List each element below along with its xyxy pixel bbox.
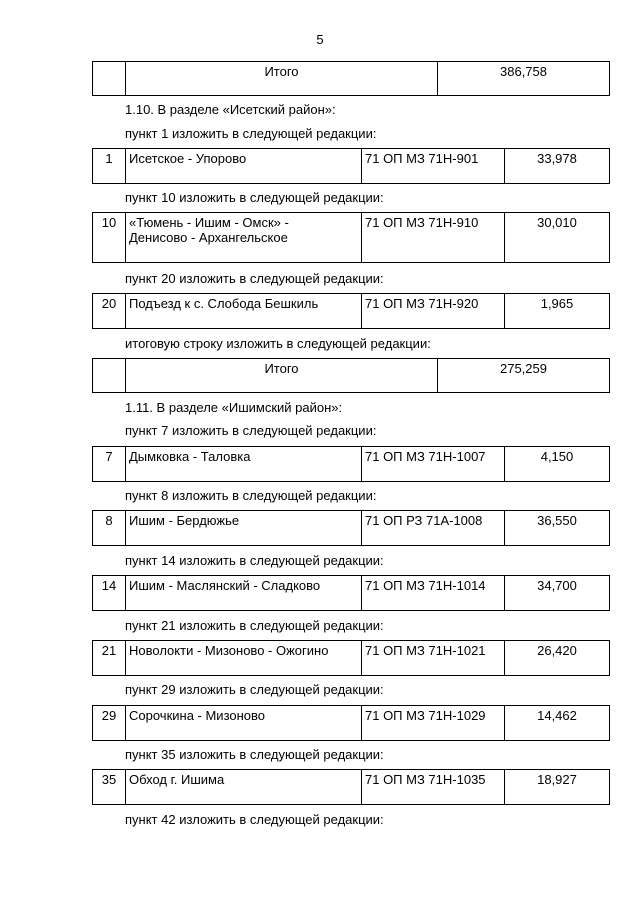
road-code: 71 ОП МЗ 71Н-901	[362, 149, 505, 184]
paragraph: пункт 21 изложить в следующей редакции:	[125, 618, 384, 633]
section-heading: 1.11. В разделе «Ишимский район»:	[125, 400, 343, 415]
road-name: Ишим - Бердюжье	[126, 511, 362, 546]
item-table-21	[92, 640, 610, 676]
road-length: 1,965	[505, 294, 610, 329]
total-table-2	[92, 358, 610, 393]
item-number: 7	[93, 447, 126, 482]
road-length: 18,927	[505, 770, 610, 805]
road-name: Ишим - Маслянский - Сладково	[126, 576, 362, 611]
paragraph: пункт 14 изложить в следующей редакции:	[125, 553, 384, 568]
table-row	[93, 149, 610, 184]
item-number: 20	[93, 294, 126, 329]
item-table-14	[92, 575, 610, 611]
empty-cell	[93, 62, 126, 96]
table-row	[93, 511, 610, 546]
item-table-1	[92, 148, 610, 184]
table-row	[93, 447, 610, 482]
table-row	[93, 576, 610, 611]
total-table-1	[92, 61, 610, 96]
paragraph: пункт 20 изложить в следующей редакции:	[125, 271, 384, 286]
paragraph: пункт 1 изложить в следующей редакции:	[125, 126, 377, 141]
table-row	[93, 213, 610, 263]
item-table-7	[92, 446, 610, 482]
item-number: 21	[93, 641, 126, 676]
total-label: Итого	[126, 359, 438, 393]
road-code: 71 ОП МЗ 71Н-910	[362, 213, 505, 263]
road-length: 36,550	[505, 511, 610, 546]
road-name: Сорочкина - Мизоново	[126, 706, 362, 741]
item-number: 10	[93, 213, 126, 263]
road-code: 71 ОП МЗ 71Н-1021	[362, 641, 505, 676]
item-number: 29	[93, 706, 126, 741]
table-row	[93, 706, 610, 741]
road-code: 71 ОП МЗ 71Н-1014	[362, 576, 505, 611]
paragraph: пункт 42 изложить в следующей редакции:	[125, 812, 384, 827]
item-table-35	[92, 769, 610, 805]
road-length: 4,150	[505, 447, 610, 482]
road-length: 26,420	[505, 641, 610, 676]
road-name: Подъезд к с. Слобода Бешкиль	[126, 294, 362, 329]
total-value: 386,758	[438, 62, 610, 96]
page-number: 5	[316, 32, 324, 47]
table-row	[93, 641, 610, 676]
road-name: Исетское - Упорово	[126, 149, 362, 184]
total-label: Итого	[126, 62, 438, 96]
item-number: 1	[93, 149, 126, 184]
road-code: 71 ОП РЗ 71А-1008	[362, 511, 505, 546]
item-table-29	[92, 705, 610, 741]
item-table-8	[92, 510, 610, 546]
road-name-line: Денисово - Архангельское	[129, 230, 288, 245]
paragraph: пункт 10 изложить в следующей редакции:	[125, 190, 384, 205]
road-name: Обход г. Ишима	[126, 770, 362, 805]
paragraph: итоговую строку изложить в следующей редакции:	[125, 336, 431, 351]
section-heading: 1.10. В разделе «Исетский район»:	[125, 102, 336, 117]
road-code: 71 ОП МЗ 71Н-1007	[362, 447, 505, 482]
item-number: 14	[93, 576, 126, 611]
road-length: 34,700	[505, 576, 610, 611]
table-row	[93, 359, 610, 393]
item-table-20	[92, 293, 610, 329]
road-length: 14,462	[505, 706, 610, 741]
paragraph: пункт 35 изложить в следующей редакции:	[125, 747, 384, 762]
road-code: 71 ОП МЗ 71Н-1035	[362, 770, 505, 805]
empty-cell	[93, 359, 126, 393]
item-number: 8	[93, 511, 126, 546]
road-name: Новолокти - Мизоново - Ожогино	[126, 641, 362, 676]
table-row	[93, 62, 610, 96]
paragraph: пункт 8 изложить в следующей редакции:	[125, 488, 377, 503]
item-number: 35	[93, 770, 126, 805]
table-row	[93, 770, 610, 805]
road-code: 71 ОП МЗ 71Н-920	[362, 294, 505, 329]
road-name	[126, 213, 362, 263]
road-code: 71 ОП МЗ 71Н-1029	[362, 706, 505, 741]
paragraph: пункт 29 изложить в следующей редакции:	[125, 682, 384, 697]
road-name-line: «Тюмень - Ишим - Омск» -	[129, 215, 289, 230]
table-row	[93, 294, 610, 329]
road-name: Дымковка - Таловка	[126, 447, 362, 482]
paragraph: пункт 7 изложить в следующей редакции:	[125, 423, 377, 438]
road-length: 30,010	[505, 213, 610, 263]
item-table-10	[92, 212, 610, 263]
total-value: 275,259	[438, 359, 610, 393]
road-length: 33,978	[505, 149, 610, 184]
